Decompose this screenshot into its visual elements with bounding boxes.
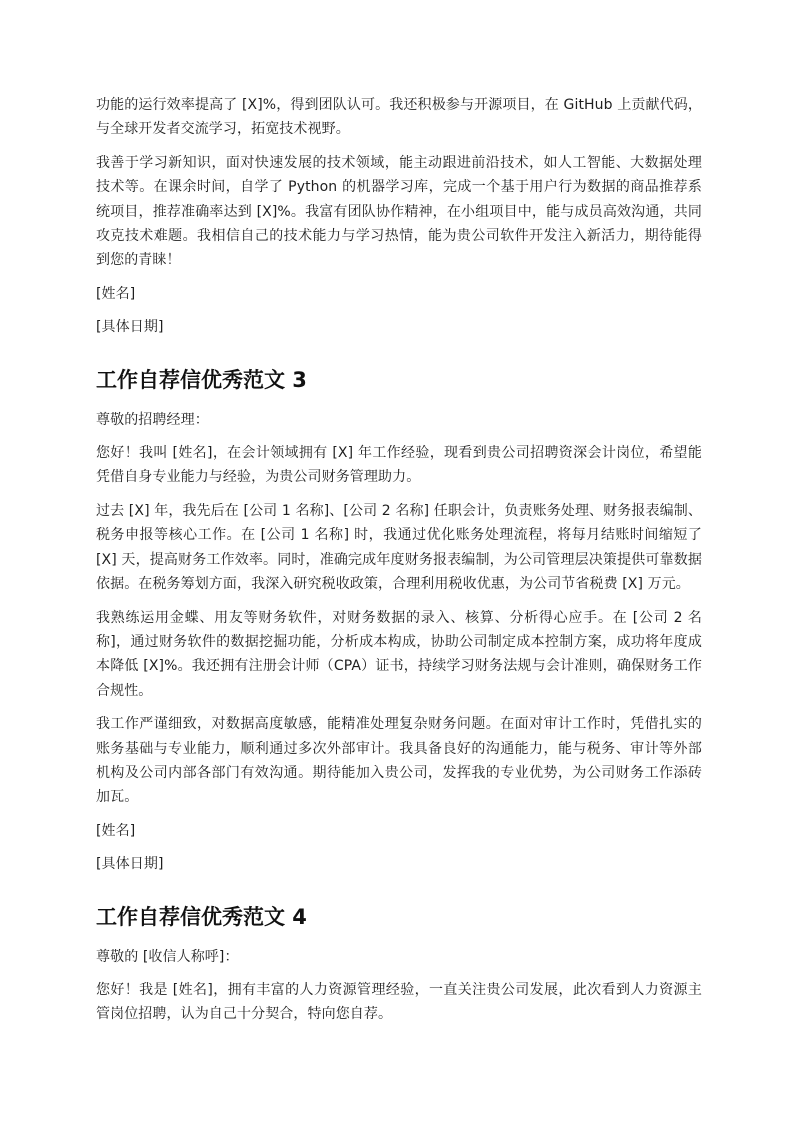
body-paragraph: 我工作严谨细致，对数据高度敏感，能精准处理复杂财务问题。在面对审计工作时，凭借扎实的账务基础与专业能力，顺利通过多次外部审计。我具备良好的沟通能力，能与税务、审计等外部机构及公司内部各部门有效沟通。期待能加入贵公司，发挥我的专业优势，为公司财务工作添砖加瓦。: [96, 716, 702, 806]
body-paragraph: 我善于学习新知识，面对快速发展的技术领域，能主动跟进前沿技术，如人工智能、大数据处理技术等。在课余时间，自学了 Python 的机器学习库，完成一个基于用户行为数据的商品推荐系统项目，推荐准确率达到 [X]%。我富有团队协作精神，在小组项目中，能与成员高效沟通，共同攻克技术难题。我相信自己的技术能力与学习热情，能为贵公司软件开发注入新活力，期待能得到您的青睐！: [96, 154, 702, 269]
section-heading: 工作自荐信优秀范文 3: [96, 367, 307, 392]
body-paragraph: 您好！我是 [姓名]，拥有丰富的人力资源管理经验，一直关注贵公司发展，此次看到人力资源主管岗位招聘，认为自己十分契合，特向您自荐。: [96, 981, 702, 1023]
body-paragraph: 您好！我叫 [姓名]，在会计领域拥有 [X] 年工作经验，现看到贵公司招聘资深会计岗位，希望能凭借自身专业能力与经验，为贵公司财务管理助力。: [96, 445, 702, 486]
salutation: 尊敬的招聘经理：: [96, 411, 209, 428]
document-page: [96, 93, 702, 1036]
signature-name: [姓名]: [96, 285, 136, 302]
body-paragraph: 我熟练运用金蝶、用友等财务软件，对财务数据的录入、核算、分析得心应手。在 [公司 2 名称]，通过财务软件的数据挖掘功能，分析成本构成，协助公司制定成本控制方案，成功将年度成本降低 [X]%。我还拥有注册会计师（CPA）证书，持续学习财务法规与会计准则，确保财务工作合规性。: [96, 609, 702, 699]
section-heading: 工作自荐信优秀范文 4: [96, 904, 307, 929]
body-paragraph: 功能的运行效率提高了 [X]%，得到团队认可。我还积极参与开源项目，在 GitHub 上贡献代码，与全球开发者交流学习，拓宽技术视野。: [96, 97, 702, 138]
signature-date: [具体日期]: [96, 319, 164, 336]
salutation: 尊敬的 [收信人称呼]：: [96, 948, 239, 965]
signature-date: [具体日期]: [96, 856, 164, 873]
signature-name: [姓名]: [96, 822, 136, 839]
body-paragraph: 过去 [X] 年，我先后在 [公司 1 名称]、[公司 2 名称] 任职会计，负责账务处理、财务报表编制、税务申报等核心工作。在 [公司 1 名称] 时，我通过优化账务处理流程，将每月结账时间缩短了 [X] 天，提高财务工作效率。同时，准确完成年度财务报表编制，为公司管理层决策提供可靠数据依据。在税务筹划方面，我深入研究税收政策，合理利用税收优惠，为公司节省税费 [X] 万元。: [96, 502, 702, 593]
